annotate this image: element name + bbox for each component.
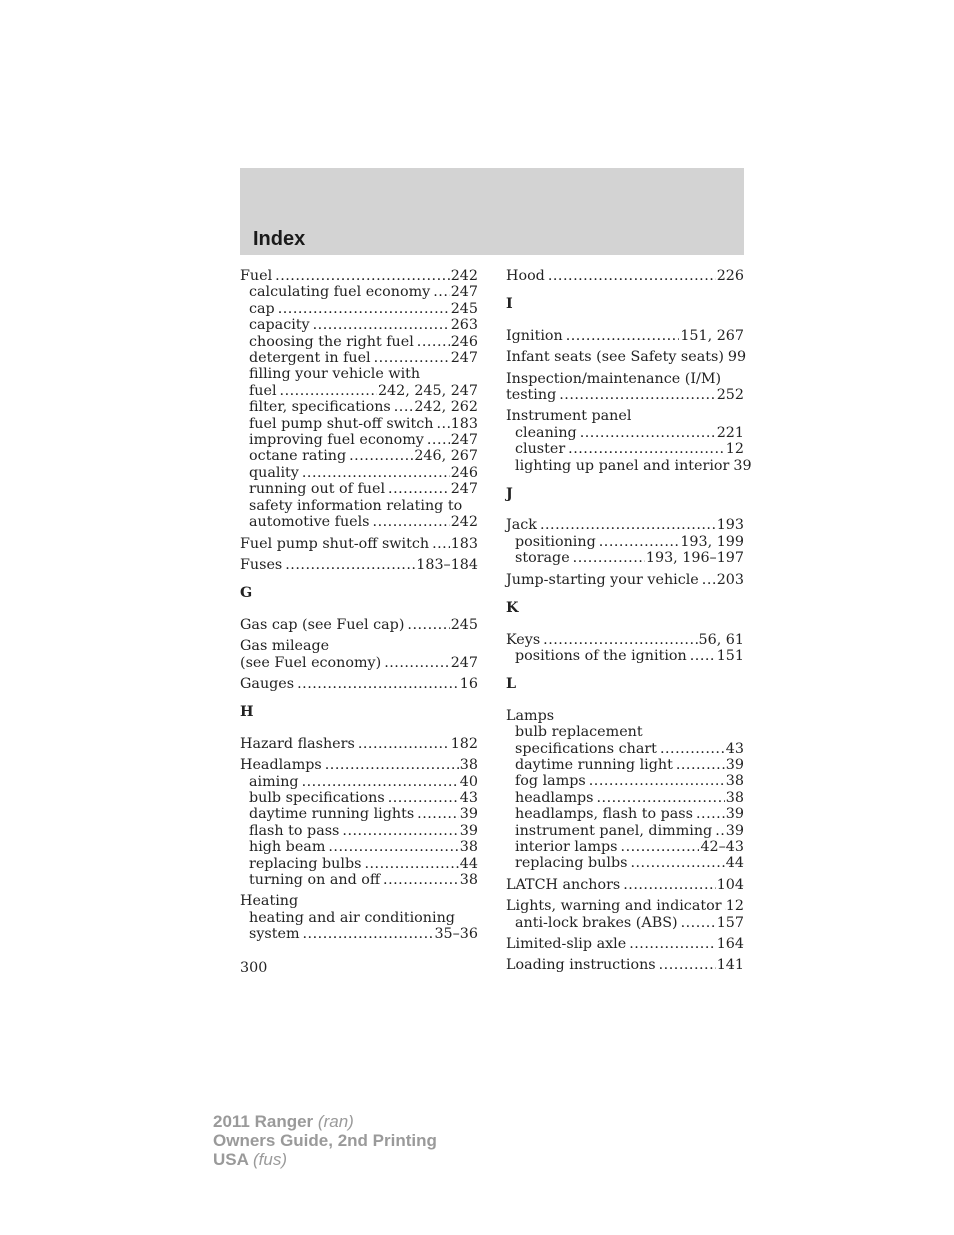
index-term-text: Keys — [506, 631, 541, 648]
index-subentry — [240, 432, 478, 448]
index-entry — [506, 708, 744, 872]
dot-leader — [621, 839, 700, 855]
page-reference: 247 — [450, 654, 478, 671]
dot-leader — [599, 534, 680, 550]
page-reference: 183 — [450, 415, 478, 432]
dot-leader — [388, 790, 459, 806]
dot-leader — [589, 773, 725, 789]
index-term-text: flash to pass — [249, 822, 340, 839]
dot-leader — [629, 936, 716, 952]
index-term-text: Hazard flashers — [240, 735, 355, 752]
index-entry — [240, 736, 478, 752]
page-reference: 141 — [716, 957, 744, 974]
footer-model-code: (ran) — [317, 1112, 354, 1131]
page-reference: 203 — [716, 571, 744, 588]
dot-leader — [427, 432, 450, 448]
index-entry — [240, 557, 478, 573]
page-reference: 246 — [450, 333, 478, 350]
page-reference: 246, 267 — [414, 448, 478, 465]
index-term-text: bulb specifications — [249, 789, 385, 806]
index-term-text: testing — [506, 387, 557, 404]
index-subentry — [506, 823, 744, 839]
index-subentry — [240, 774, 478, 790]
index-subentry — [240, 823, 478, 839]
index-entry — [506, 517, 744, 566]
dot-leader — [302, 465, 450, 481]
index-term — [506, 408, 744, 424]
dot-leader — [275, 268, 450, 284]
index-term-text: Fuel — [240, 268, 273, 284]
page-title: Index — [253, 228, 306, 250]
dot-leader — [285, 557, 415, 573]
index-subentry — [240, 856, 478, 872]
index-term-text: fuel — [249, 382, 277, 399]
index-term — [506, 572, 744, 588]
dot-leader — [676, 757, 725, 773]
index-entry — [240, 893, 478, 942]
index-term-text: Limited-slip axle — [506, 936, 627, 952]
index-term-text: choosing the right fuel — [249, 333, 414, 350]
index-term-text: system — [249, 926, 300, 943]
dot-leader — [303, 926, 434, 942]
index-term-text: improving fuel economy — [249, 432, 424, 449]
page-reference: 12 — [725, 898, 744, 915]
index-subentry — [240, 910, 478, 926]
index-subentry — [240, 926, 478, 942]
header-band — [240, 168, 744, 255]
page-reference: 44 — [459, 855, 478, 872]
dot-leader — [436, 416, 449, 432]
index-subentry — [506, 757, 744, 773]
index-term-text: specifications chart — [515, 740, 657, 757]
dot-leader — [374, 350, 450, 366]
dot-leader — [660, 741, 725, 757]
page-reference: 247 — [450, 481, 478, 498]
page-reference: 221 — [716, 424, 744, 441]
index-subentry — [240, 872, 478, 888]
index-entry — [506, 877, 744, 893]
page-reference: 246 — [450, 464, 478, 481]
index-term-text: Gauges — [240, 675, 295, 692]
dot-leader — [388, 481, 450, 497]
index-subentry — [506, 457, 752, 474]
index-entry — [506, 268, 744, 284]
page-reference: 39 — [459, 822, 478, 839]
index-term-text: Loading instructions — [506, 957, 656, 974]
page-reference: 38 — [725, 789, 744, 806]
index-term-text: fuel pump shut-off switch — [249, 415, 434, 432]
index-term-text: Jack — [506, 517, 537, 534]
index-term-text: Gas mileage — [240, 638, 330, 655]
index-entry — [240, 676, 478, 692]
dot-leader — [342, 823, 458, 839]
index-term-text: Fuses — [240, 556, 283, 573]
page-reference: 193, 199 — [680, 533, 744, 550]
dot-leader — [623, 877, 715, 893]
dot-leader — [597, 790, 725, 806]
index-term-text: storage — [515, 550, 570, 567]
index-term — [506, 708, 744, 724]
dot-leader — [302, 774, 459, 790]
dot-leader — [543, 632, 697, 648]
index-term-text: heating and air conditioning — [249, 909, 455, 926]
index-term-text: headlamps, flash to pass — [515, 806, 693, 823]
section-letter: H — [240, 704, 254, 721]
index-term-text: Instrument panel — [506, 408, 632, 425]
footer — [213, 1112, 437, 1169]
section-letter: K — [506, 600, 519, 617]
page-reference: 242, 245, 247 — [377, 382, 478, 399]
page-reference: 183–184 — [416, 556, 478, 573]
dot-leader — [715, 823, 725, 839]
index-entry — [506, 936, 744, 952]
index-subentry — [240, 839, 478, 855]
index-entry — [506, 349, 747, 366]
index-term-text: bulb replacement — [515, 724, 643, 741]
dot-leader — [630, 855, 724, 871]
dot-leader — [702, 572, 716, 588]
dot-leader — [573, 550, 645, 566]
page-reference: 39 — [725, 756, 744, 773]
index-subentry — [506, 855, 744, 871]
dot-leader — [297, 676, 459, 692]
index-term-text: Lamps — [506, 707, 555, 724]
index-entry — [506, 898, 744, 931]
index-term-text: positions of the ignition — [515, 647, 687, 664]
page-reference: 242, 262 — [414, 399, 478, 416]
page-reference: 247 — [450, 350, 478, 367]
index-term-text: fog lamps — [515, 773, 586, 790]
index-term-text: lighting up panel and interior — [515, 457, 730, 474]
page-reference: 252 — [716, 387, 744, 404]
dot-leader — [681, 915, 716, 931]
index-term-text: safety information relating to — [249, 497, 463, 514]
index-subentry — [240, 301, 478, 317]
index-subentry — [506, 741, 744, 757]
index-entry — [506, 957, 744, 973]
index-term-text: instrument panel, dimming — [515, 822, 713, 839]
index-term-text: headlamps — [515, 789, 594, 806]
index-term-text: cleaning — [515, 424, 577, 441]
dot-leader — [278, 301, 450, 317]
page-reference: 242 — [450, 514, 478, 531]
index-term — [506, 936, 744, 952]
index-term-text: capacity — [249, 317, 310, 334]
index-term — [240, 676, 478, 692]
index-subentry — [506, 915, 744, 931]
index-subentry — [240, 514, 478, 530]
index-subentry — [240, 416, 478, 432]
footer-line-3 — [213, 1150, 437, 1169]
index-term-text: aiming — [249, 773, 299, 790]
dot-leader — [364, 856, 458, 872]
index-term-text: Jump-starting your vehicle — [506, 571, 699, 588]
page-reference: 44 — [725, 855, 744, 872]
index-subentry — [240, 790, 478, 806]
dot-leader — [432, 536, 450, 552]
index-term — [506, 268, 744, 284]
index-term-text: cluster — [515, 441, 566, 458]
index-term — [240, 893, 478, 909]
index-entry — [240, 536, 478, 552]
page-reference: 151, 267 — [680, 327, 744, 344]
page-number: 300 — [240, 960, 268, 976]
index-term — [240, 617, 478, 633]
index-term-text: Heating — [240, 893, 299, 910]
index-subentry — [240, 448, 478, 464]
index-term — [506, 328, 744, 344]
section-letter: G — [240, 585, 253, 602]
dot-leader — [328, 839, 458, 855]
index-term — [240, 638, 478, 654]
index-subentry — [506, 534, 744, 550]
index-term — [506, 387, 744, 403]
index-subentry — [240, 284, 478, 300]
index-term-text: Headlamps — [240, 757, 322, 774]
index-term — [240, 736, 478, 752]
index-entry — [506, 371, 744, 404]
page-reference: 43 — [459, 789, 478, 806]
index-subentry — [240, 383, 478, 399]
index-entry — [506, 572, 744, 588]
dot-leader — [696, 806, 725, 822]
index-term-text: Lights, warning and indicator — [506, 898, 722, 915]
index-subentry — [240, 498, 478, 514]
index-term — [506, 632, 744, 648]
page-reference: 39 — [725, 806, 744, 823]
index-term-text: LATCH anchors — [506, 876, 621, 893]
dot-leader — [280, 383, 377, 399]
index-subentry — [240, 334, 478, 350]
page-reference: 38 — [459, 872, 478, 888]
page-reference: 104 — [716, 876, 744, 893]
index-term-text: Ignition — [506, 327, 563, 344]
page-reference: 43 — [725, 740, 744, 757]
index-term — [506, 517, 744, 533]
index-term — [240, 268, 478, 284]
page-reference: 247 — [450, 432, 478, 449]
index-term-text: calculating fuel economy — [249, 284, 431, 301]
page-reference: 263 — [450, 317, 478, 334]
index-term-text: filling your vehicle with — [249, 366, 421, 383]
index-term-text: Gas cap (see Fuel cap) — [240, 616, 405, 633]
index-subentry — [240, 366, 478, 382]
page-reference: 39 — [459, 806, 478, 823]
index-column-right — [506, 268, 752, 979]
index-subentry — [506, 839, 744, 855]
section-letter: I — [506, 296, 513, 313]
index-term-text: replacing bulbs — [249, 855, 362, 872]
index-subentry — [240, 481, 478, 497]
dot-leader — [559, 387, 715, 403]
dot-leader — [313, 317, 450, 333]
index-subentry — [506, 550, 744, 566]
dot-leader — [407, 617, 449, 633]
dot-leader — [540, 517, 716, 533]
dot-leader — [417, 334, 450, 350]
index-term-text: turning on and off — [249, 872, 381, 888]
index-term — [506, 898, 744, 914]
footer-line-2: Owners Guide, 2nd Printing — [213, 1131, 437, 1150]
page-reference: 16 — [459, 675, 478, 692]
index-term-text: positioning — [515, 533, 596, 550]
page-reference: 193, 196–197 — [645, 550, 744, 567]
page-reference: 193 — [716, 517, 744, 534]
page-reference: 247 — [450, 284, 478, 301]
dot-leader — [568, 441, 725, 457]
index-term-text: filter, specifications — [249, 399, 391, 416]
dot-leader — [383, 872, 459, 888]
dot-leader — [566, 328, 680, 344]
page-reference: 183 — [450, 535, 478, 552]
index-subentry — [240, 317, 478, 333]
index-entry — [506, 408, 752, 474]
index-entry — [240, 268, 478, 531]
index-term-text: octane rating — [249, 448, 347, 465]
page-reference: 157 — [716, 914, 744, 931]
index-term — [240, 655, 478, 671]
index-term-text: Fuel pump shut-off switch — [240, 535, 430, 552]
page-reference: 40 — [459, 773, 478, 790]
index-term-text: anti-lock brakes (ABS) — [515, 914, 678, 931]
index-term — [240, 536, 478, 552]
footer-line-1 — [213, 1112, 437, 1131]
index-subentry — [506, 724, 744, 740]
index-entry — [240, 638, 478, 671]
index-term-text: Inspection/maintenance (I/M) — [506, 370, 722, 387]
dot-leader — [373, 514, 450, 530]
index-term-text: quality — [249, 464, 299, 481]
index-subentry — [506, 648, 744, 664]
index-term-text: detergent in fuel — [249, 350, 371, 367]
index-entry — [506, 632, 744, 665]
index-entry — [240, 757, 478, 888]
index-term — [506, 371, 744, 387]
page-reference: 38 — [459, 757, 478, 774]
index-term-text: interior lamps — [515, 838, 618, 855]
index-term — [506, 349, 747, 366]
dot-leader — [349, 448, 413, 464]
index-subentry — [240, 399, 478, 415]
page-reference: 39 — [725, 822, 744, 839]
dot-leader — [548, 268, 716, 284]
index-term-text: running out of fuel — [249, 481, 386, 498]
page-reference: 226 — [716, 268, 744, 284]
index-subentry — [506, 773, 744, 789]
section-letter: L — [506, 676, 517, 693]
dot-leader — [358, 736, 450, 752]
page-reference: 38 — [459, 839, 478, 856]
page-reference: 245 — [450, 616, 478, 633]
index-column-left — [240, 268, 478, 948]
index-entry — [240, 617, 478, 633]
index-subentry — [240, 350, 478, 366]
index-subentry — [506, 441, 744, 457]
footer-market: USA — [213, 1150, 249, 1169]
index-subentry — [506, 425, 744, 441]
index-term-text: cap — [249, 300, 275, 317]
index-term-text: Hood — [506, 268, 545, 284]
dot-leader — [325, 757, 459, 773]
page-reference: 151 — [716, 647, 744, 664]
index-term — [240, 557, 478, 573]
index-term — [506, 877, 744, 893]
index-subentry — [506, 806, 744, 822]
dot-leader — [433, 284, 449, 300]
dot-leader — [384, 655, 450, 671]
dot-leader — [659, 957, 716, 973]
index-subentry — [240, 806, 478, 822]
page-reference: 39 — [733, 457, 752, 474]
page-reference: 164 — [716, 936, 744, 952]
page-reference: 42–43 — [700, 838, 744, 855]
page-reference: 242 — [450, 268, 478, 284]
dot-leader — [394, 399, 414, 415]
index-term-text: daytime running light — [515, 756, 673, 773]
index-term-text: Infant seats (see Safety seats) — [506, 349, 724, 366]
section-letter: J — [506, 486, 513, 503]
page-reference: 38 — [725, 773, 744, 790]
index-subentry — [506, 790, 744, 806]
page-reference: 182 — [450, 735, 478, 752]
dot-leader — [690, 648, 716, 664]
page-reference: 245 — [450, 300, 478, 317]
page-reference: 99 — [727, 349, 747, 366]
page-reference: 35–36 — [434, 926, 478, 943]
page-reference: 12 — [725, 441, 744, 458]
index-entry — [506, 328, 744, 344]
index-term-text: daytime running lights — [249, 806, 415, 823]
index-term — [506, 957, 744, 973]
dot-leader — [417, 806, 459, 822]
index-term-text: high beam — [249, 839, 326, 856]
footer-market-code: (fus) — [253, 1150, 287, 1169]
dot-leader — [580, 425, 716, 441]
index-term-text: replacing bulbs — [515, 855, 628, 872]
index-term-text: automotive fuels — [249, 514, 370, 531]
index-term-text: (see Fuel economy) — [240, 654, 382, 671]
index-subentry — [240, 465, 478, 481]
page-reference: 56, 61 — [698, 631, 744, 648]
footer-model: 2011 Ranger — [213, 1112, 314, 1131]
index-term — [240, 757, 478, 773]
